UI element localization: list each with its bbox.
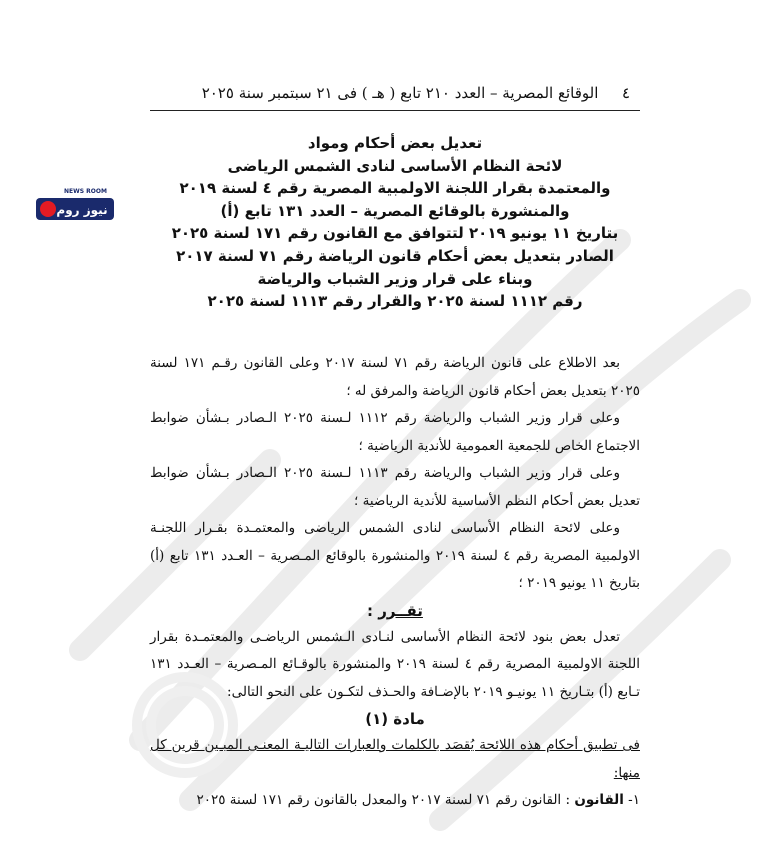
definition-number: ١-	[628, 792, 640, 808]
title-line: بتاريخ ١١ يونيو ٢٠١٩ لتتوافق مع القانون رقم ١٧١ لسنة ٢٠٢٥	[171, 224, 619, 243]
logo-brand-text: نيوز روم	[56, 203, 108, 217]
page-number: ٤	[621, 84, 630, 102]
definition-text: : القانون رقم ٧١ لسنة ٢٠١٧ والمعدل بالقانون رقم ١٧١ لسنة ٢٠٢٥	[196, 792, 571, 808]
decision-heading	[150, 598, 640, 624]
publication-line: الوقائع المصرية – العدد ٢١٠ تابع ( هـ ) فى ٢١ سبتمبر سنة ٢٠٢٥	[201, 84, 599, 102]
definition-term: القانون	[574, 792, 624, 808]
title-line: تعديل بعض أحكام ومواد	[307, 134, 483, 152]
header-divider	[150, 110, 640, 111]
decision-heading-colon: :	[367, 601, 379, 620]
title-line: وبناء على قرار وزير الشباب والرياضة	[257, 269, 533, 288]
decision-paragraph: تعدل بعض بنود لائحة النظام الأساسى لنـادى الـشمس الرياضـى والمعتمـدة بقرار اللجنة الاولمبية المصرية رقم ٤ لسنة ٢٠١٩ والمنشورة بالوقـائع المـصرية – العـدد ١٣١ تـابع (أ) بتـاريخ ١١ يونيـو ٢٠١٩ بالإضـافة والحـذف لتكـون على النحو التالى:	[150, 628, 640, 700]
decision-body	[150, 350, 640, 815]
article-intro: فى تطبيق أحكام هذه اللائحة يُقصَد بالكلمات والعبارات التاليـة المعنـى المبـين قرين كل منها:	[150, 737, 640, 781]
running-header	[150, 84, 630, 102]
title-line: والمعتمدة بقرار اللجنة الاولمبية المصرية رقم ٤ لسنة ٢٠١٩	[179, 179, 611, 198]
decision-title	[150, 132, 640, 313]
title-line: رقم ١١١٢ لسنة ٢٠٢٥ والقرار رقم ١١١٣ لسنة ٢٠٢٥	[207, 292, 583, 311]
definition-item	[150, 787, 640, 815]
decision-heading-text: تقــرر	[378, 601, 423, 620]
article-heading: مادة (١)	[365, 710, 425, 728]
title-line: لائحة النظام الأساسى لنادى الشمس الرياضى	[227, 156, 563, 175]
logo-top-text: NEWS ROOM	[64, 188, 107, 195]
preamble-paragraph: وعلى لائحة النظام الأساسى لنادى الشمس الرياضى والمعتمـدة بقـرار اللجنـة الاولمبية المصرية رقم ٤ لسنة ٢٠١٩ والمنشورة بالوقائع المـصرية – العـدد ١٣١ تابع (أ) بتاريخ ١١ يونيو ٢٠١٩ ؛	[150, 520, 640, 591]
preamble-paragraph: وعلى قرار وزير الشباب والرياضة رقم ١١١٣ لـسنة ٢٠٢٥ الـصادر بـشأن ضوابط تعديل بعض أحكام النظم الأساسية للأندية الرياضية ؛	[150, 465, 640, 509]
title-line: والمنشورة بالوقائع المصرية – العدد ١٣١ تابع (أ)	[220, 201, 570, 220]
title-line: الصادر بتعديل بعض أحكام قانون الرياضة رقم ٧١ لسنة ٢٠١٧	[176, 246, 614, 265]
newsroom-logo	[34, 184, 118, 232]
preamble-paragraph: بعد الاطلاع على قانون الرياضة رقم ٧١ لسنة ٢٠١٧ وعلى القانون رقـم ١٧١ لسنة ٢٠٢٥ بتعديل بعض أحكام قانون الرياضة والمرفق له ؛	[150, 355, 640, 399]
preamble-paragraph: وعلى قرار وزير الشباب والرياضة رقم ١١١٢ لـسنة ٢٠٢٥ الـصادر بـشأن ضوابط الاجتماع الخاص للجمعية العمومية للأندية الرياضية ؛	[150, 410, 640, 454]
